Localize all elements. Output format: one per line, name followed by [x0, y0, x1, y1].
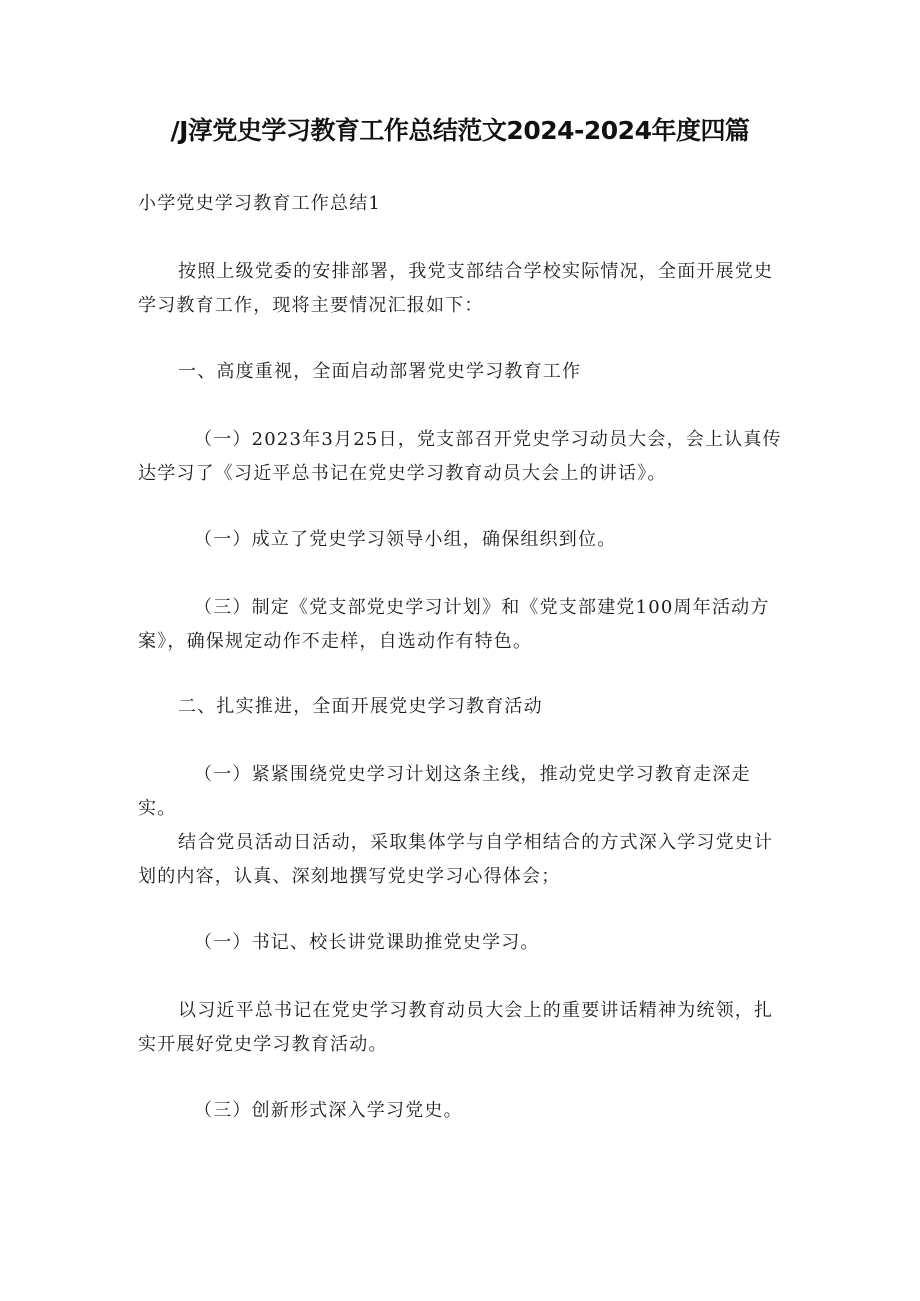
paragraph-body: 结合党员活动日活动，采取集体学与自学相结合的方式深入学习党史计划的内容，认真、深刻地撰写党史学习心得体会；: [138, 832, 774, 887]
paragraph-item: （一）书记、校长讲党课助推党史学习。: [194, 932, 540, 953]
paragraph-item: （三）制定《党支部党史学习计划》和《党支部建党100周年活动方案》，确保规定动作不走样，自选动作有特色。: [138, 597, 770, 652]
paragraph-item: （一）2023年3月25日，党支部召开党史学习动员大会，会上认真传达学习了《习近平总书记在党史学习教育动员大会上的讲话》。: [138, 429, 782, 484]
paragraph-intro: 按照上级党委的安排部署，我党支部结合学校实际情况，全面开展党史学习教育工作，现将主要情况汇报如下：: [138, 261, 774, 316]
paragraph-item: （一）成立了党史学习领导小组，确保组织到位。: [194, 529, 617, 550]
section-subtitle: 小学党史学习教育工作总结1: [138, 193, 382, 214]
document-title: /J淳党史学习教育工作总结范文2024-2024年度四篇: [170, 116, 750, 145]
paragraph-item: （三）创新形式深入学习党史。: [194, 1100, 463, 1121]
heading-section-one: 一、高度重视，全面启动部署党史学习教育工作: [178, 361, 582, 382]
paragraph-body: 以习近平总书记在党史学习教育动员大会上的重要讲话精神为统领，扎实开展好党史学习教育活动。: [138, 1000, 774, 1055]
heading-section-two: 二、扎实推进，全面开展党史学习教育活动: [178, 696, 543, 717]
paragraph-item: （一）紧紧围绕党史学习计划这条主线，推动党史学习教育走深走实。: [138, 764, 751, 819]
